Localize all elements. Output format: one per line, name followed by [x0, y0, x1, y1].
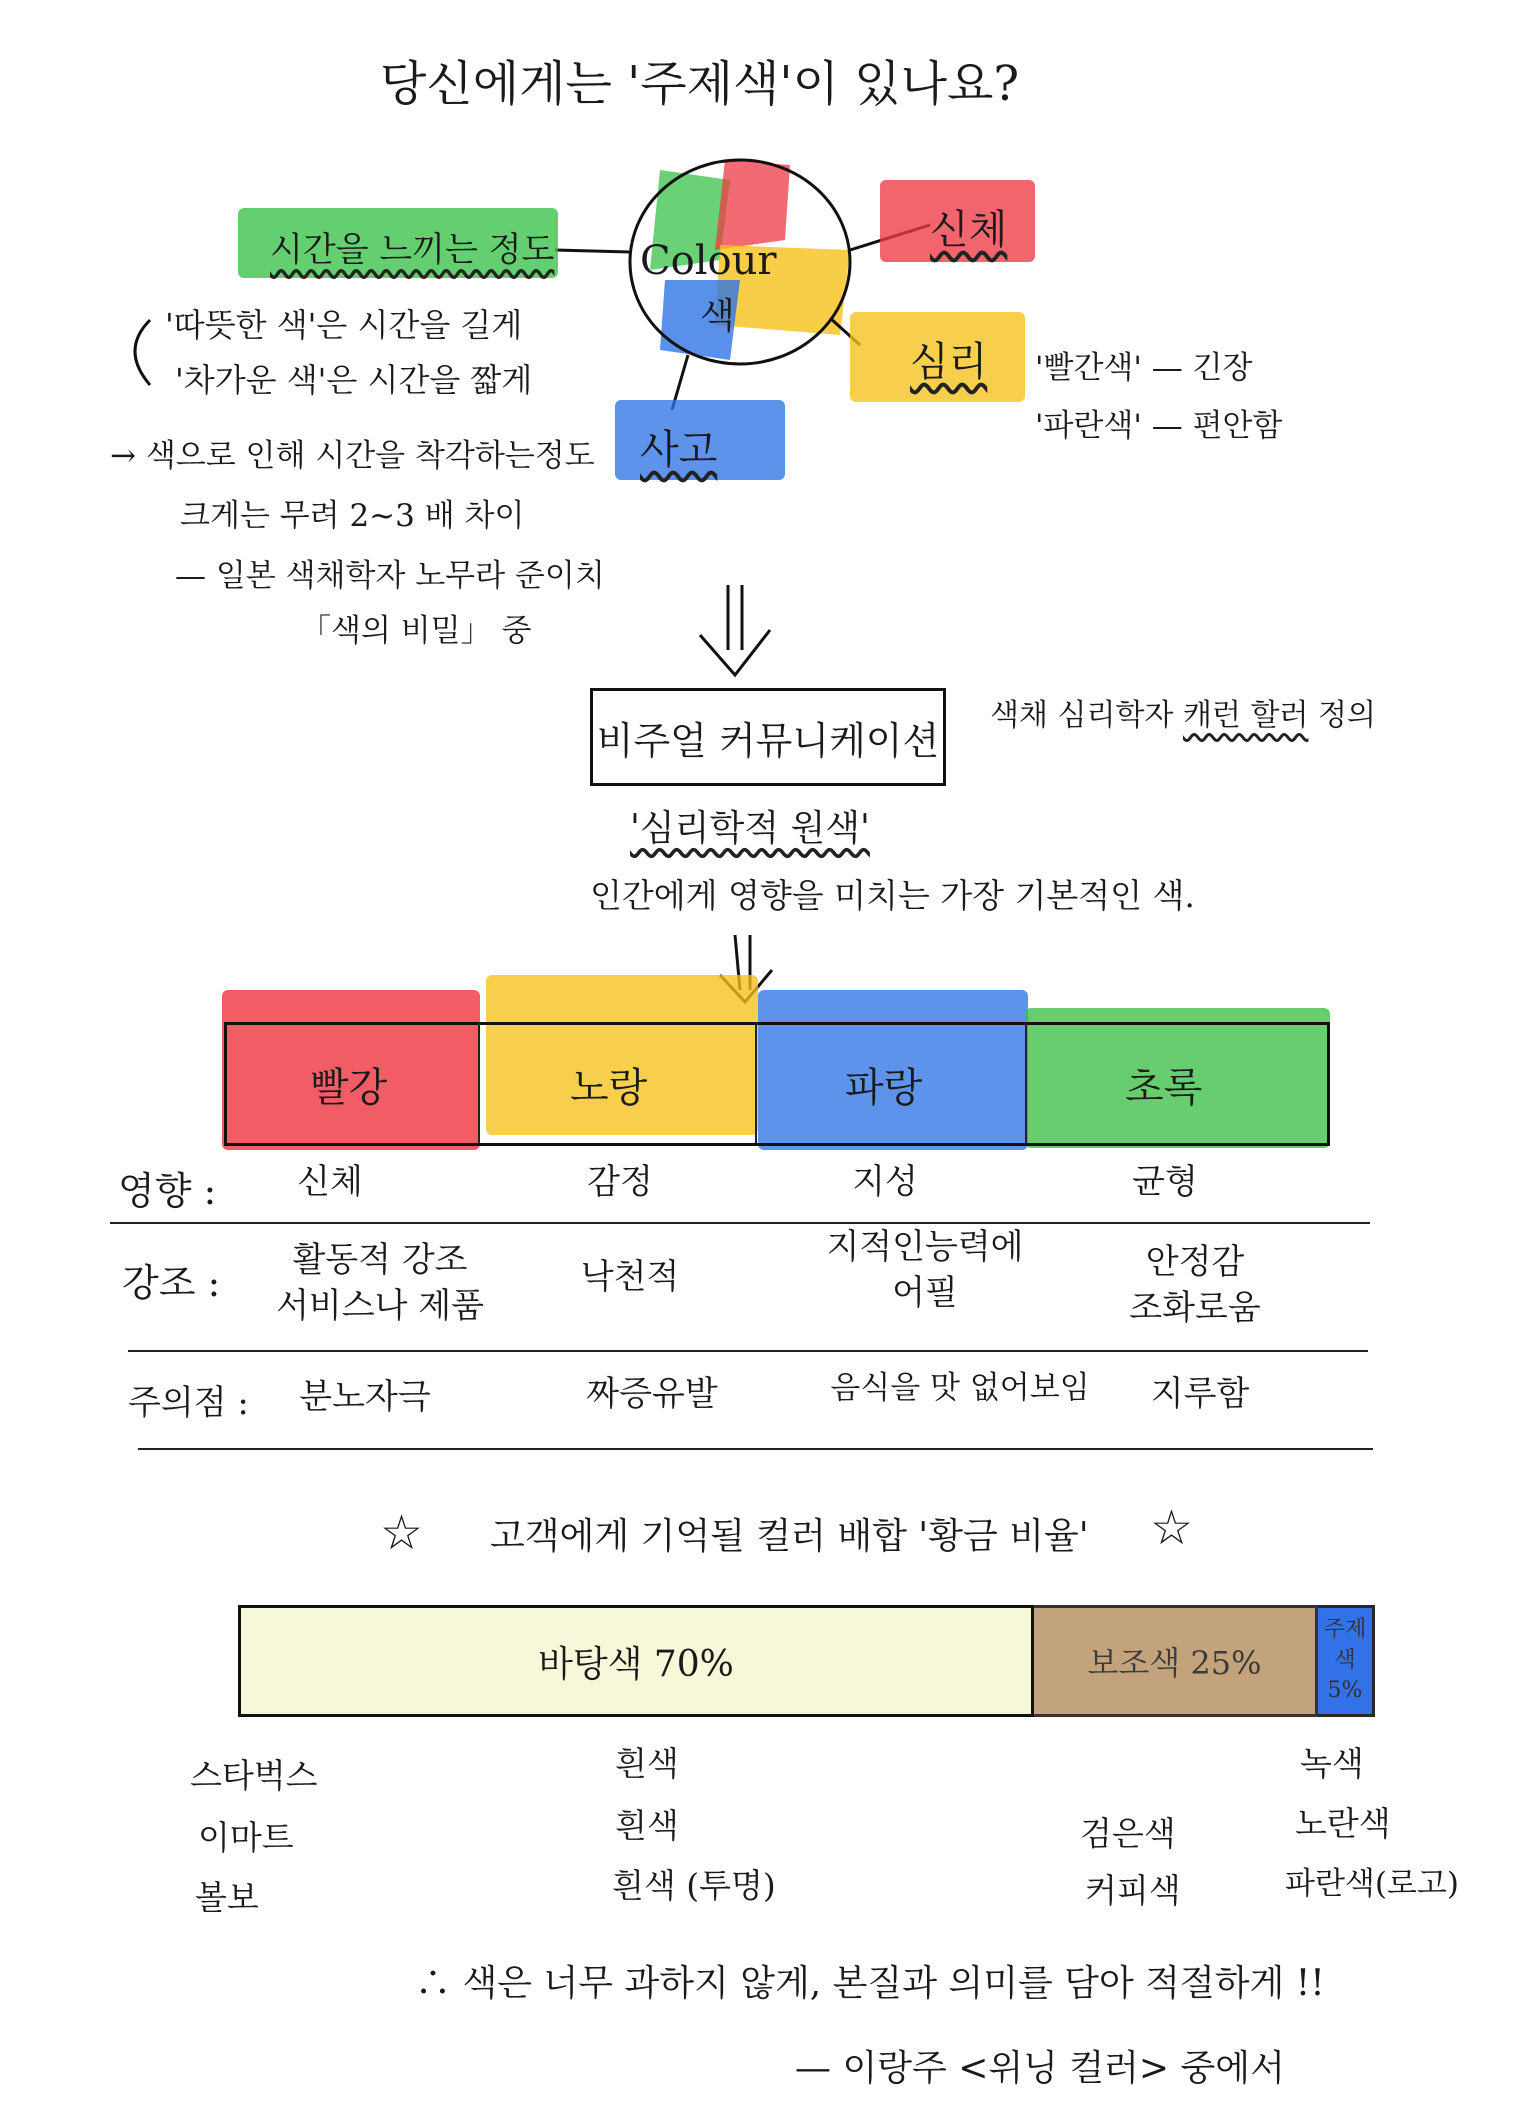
ratio-segment-base	[238, 1605, 1034, 1717]
caution-red: 분노자극	[299, 1377, 431, 1417]
ratio-label-theme: 주제색 5%	[1323, 1616, 1367, 1704]
golden-ratio-title: 고객에게 기억될 컬러 배합 '황금 비율'	[490, 1516, 1089, 1557]
ratio-segment-sub	[1034, 1605, 1318, 1717]
row-label-emphasis: 강조 :	[122, 1261, 221, 1305]
concept-definition: 인간에게 영향을 미치는 가장 기본적인 색.	[590, 876, 1195, 915]
caution-blue: 음식을 맛 없어보임	[830, 1370, 1090, 1406]
sub-example-1: 검은색	[1080, 1814, 1176, 1853]
brand-starbucks: 스타벅스	[190, 1756, 318, 1795]
brand-emart: 이마트	[198, 1818, 294, 1857]
time-note-4: 크게는 무려 2~3 배 차이	[180, 498, 525, 534]
branch-mind: 심리	[910, 339, 988, 385]
theme-example-1: 녹색	[1300, 1744, 1364, 1783]
concept-label: '심리학적 원색'	[630, 808, 870, 849]
influence-red: 신체	[297, 1162, 363, 1202]
mind-note-2: '파란색' — 편안함	[1035, 408, 1283, 444]
visual-comm-label: 비주얼 커뮤니케이션	[596, 718, 940, 763]
ratio-bar	[238, 1605, 1375, 1717]
ratio-label-sub: 보조색 25%	[1087, 1644, 1262, 1682]
row-label-influence: 영향 :	[118, 1169, 217, 1213]
header-blue: 파랑	[845, 1065, 923, 1111]
colour-label-en: Colour	[640, 238, 777, 284]
visual-comm-box	[590, 688, 946, 786]
row-label-caution: 주의점 :	[128, 1383, 249, 1423]
time-note-2: '차가운 색'은 시간을 짧게	[175, 361, 533, 399]
base-example-2: 흰색	[615, 1806, 679, 1845]
header-yellow: 노랑	[570, 1065, 648, 1111]
caution-green: 지루함	[1150, 1374, 1250, 1414]
emphasis-green: 안정감 조화로움	[1129, 1242, 1261, 1328]
time-note-6: 「색의 비밀」 중	[300, 613, 532, 649]
time-note-3: → 색으로 인해 시간을 착각하는정도	[110, 438, 595, 474]
emphasis-yellow: 낙천적	[580, 1257, 680, 1297]
side-note-prefix: 색채 심리학자	[990, 698, 1174, 733]
time-note-5: — 일본 색채학자 노무라 준이치	[175, 558, 605, 594]
circle-red-piece	[715, 160, 790, 250]
branch-body: 신체	[930, 207, 1008, 253]
brand-volvo: 볼보	[195, 1878, 259, 1917]
influence-green: 균형	[1132, 1162, 1198, 1202]
star-icon-right: ☆	[1150, 1500, 1194, 1556]
theme-example-2: 노란색	[1295, 1804, 1391, 1843]
influence-blue: 지성	[852, 1162, 918, 1202]
time-note-1: '따뜻한 색'은 시간을 길게	[165, 306, 523, 344]
sub-example-2: 커피색	[1085, 1871, 1181, 1910]
emphasis-red: 활동적 강조 서비스나 제품	[276, 1240, 484, 1326]
base-example-1: 흰색	[615, 1744, 679, 1783]
ratio-segment-theme	[1318, 1605, 1375, 1717]
base-example-3: 흰색 (투명)	[612, 1866, 776, 1905]
caution-yellow: 짜증유발	[586, 1374, 718, 1414]
table-divider-2	[128, 1350, 1368, 1352]
colour-label-ko: 색	[700, 296, 735, 337]
side-note-name: 캐런 할러	[1182, 698, 1309, 733]
mind-note-1: '빨간색' — 긴장	[1035, 350, 1253, 386]
table-divider-1	[110, 1222, 1370, 1224]
page-title: 당신에게는 '주제색'이 있나요?	[380, 56, 1020, 112]
ratio-label-base: 바탕색 70%	[538, 1643, 734, 1685]
branch-thought: 사고	[640, 427, 718, 473]
side-note	[990, 690, 1376, 734]
attribution: — 이랑주 <위닝 컬러> 중에서	[795, 2048, 1285, 2089]
table-divider-3	[138, 1448, 1373, 1450]
header-red: 빨강	[310, 1065, 388, 1111]
conclusion: ∴ 색은 너무 과하지 않게, 본질과 의미를 담아 적절하게 !!	[415, 1963, 1325, 2004]
star-icon-left: ☆	[380, 1505, 424, 1561]
emphasis-blue: 지적인능력에 어필	[826, 1227, 1024, 1313]
theme-example-3: 파란색(로고)	[1285, 1866, 1459, 1902]
header-green: 초록	[1125, 1065, 1203, 1111]
branch-time: 시간을 느끼는 정도	[270, 230, 555, 270]
influence-yellow: 감정	[587, 1162, 653, 1202]
side-note-suffix: 정의	[1317, 698, 1376, 733]
